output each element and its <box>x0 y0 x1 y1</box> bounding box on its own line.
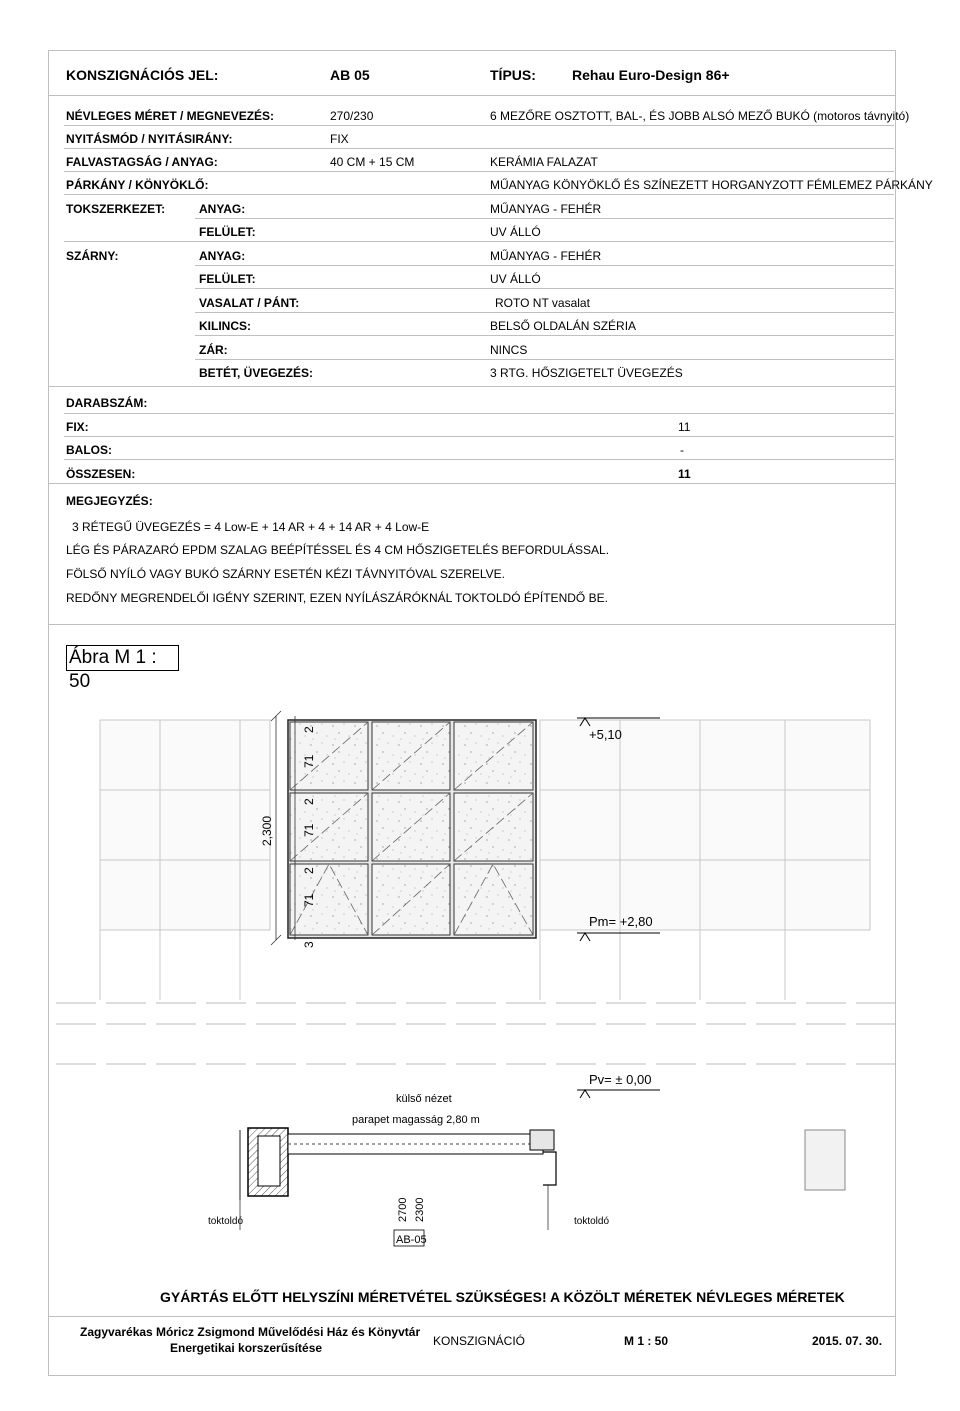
dim-71-mid: 71 <box>302 823 316 837</box>
level-pv: Pv= ± 0,00 <box>589 1072 652 1087</box>
megjegyzes-line-2: LÉG ÉS PÁRAZARÓ EPDM SZALAG BEÉPÍTÉSSEL ÉS 4 CM HŐSZIGETELÉS BEFORDULÁSSAL. <box>66 543 610 557</box>
dim-2300: 2300 <box>414 1197 426 1222</box>
sz-anyag-label: ANYAG: <box>199 249 246 263</box>
nevleges-label: NÉVLEGES MÉRET / MEGNEVEZÉS: <box>66 109 275 123</box>
fix-label: FIX: <box>66 420 89 434</box>
zar-label: ZÁR: <box>199 343 228 357</box>
level-pm: Pm= +2,80 <box>589 914 653 929</box>
sz-anyag-value: MŰANYAG - FEHÉR <box>490 249 602 263</box>
parapet-label: parapet magasság 2,80 m <box>352 1114 480 1126</box>
dim-71-bottom: 71 <box>302 893 316 907</box>
nevleges-desc: 6 MEZŐRE OSZTOTT, BAL-, ÉS JOBB ALSÓ MEZŐ BUKÓ (motoros távnyitó) <box>490 109 910 123</box>
figure-scale-label: Ábra M 1 : 50 <box>66 645 179 671</box>
dim-total: 2,300 <box>260 815 274 846</box>
parkany-desc: MŰANYAG KÖNYÖKLŐ ÉS SZÍNEZETT HORGANYZOTT FÉMLEMEZ PÁRKÁNY <box>490 178 933 192</box>
zar-value: NINCS <box>490 343 528 357</box>
dim-3: 3 <box>302 941 316 948</box>
kilincs-value: BELSŐ OLDALÁN SZÉRIA <box>490 319 637 333</box>
nyitasmod-value: FIX <box>330 132 349 146</box>
window-tag: AB-05 <box>396 1234 427 1246</box>
project-line-2: Energetikai korszerűsítése <box>170 1341 323 1355</box>
kilincs-label: KILINCS: <box>199 319 251 333</box>
megjegyzes-line-1: 3 RÉTEGŰ ÜVEGEZÉS = 4 Low-E + 14 AR + 4 + 14 AR + 4 Low-E <box>72 520 430 534</box>
nyitasmod-label: NYITÁSMÓD / NYITÁSIRÁNY: <box>66 132 233 146</box>
dim-71-top: 71 <box>302 754 316 768</box>
dim-2-mid: 2 <box>302 798 316 805</box>
falvastag-label: FALVASTAGSÁG / ANYAG: <box>66 155 218 169</box>
osszesen-count: 11 <box>678 467 691 481</box>
szarny-label: SZÁRNY: <box>66 249 119 263</box>
tipus-label: TÍPUS: <box>490 67 536 83</box>
doc-type: KONSZIGNÁCIÓ <box>433 1334 526 1348</box>
balos-label: BALOS: <box>66 443 112 457</box>
window-elevation <box>288 720 536 938</box>
section-view <box>240 1128 845 1230</box>
footer-divider <box>48 1316 896 1317</box>
konszignacios-jel-label: KONSZIGNÁCIÓS JEL: <box>66 67 219 83</box>
balos-count: - <box>680 443 684 457</box>
kulso-nezet-label: külső nézet <box>396 1093 452 1105</box>
tok-felulet-value: UV ÁLLÓ <box>490 225 541 239</box>
osszesen-label: ÖSSZESEN: <box>66 467 136 481</box>
tok-felulet-label: FELÜLET: <box>199 225 256 239</box>
betet-value: 3 RTG. HŐSZIGETELT ÜVEGEZÉS <box>490 366 683 380</box>
darabszam-label: DARABSZÁM: <box>66 396 148 410</box>
megjegyzes-label: MEGJEGYZÉS: <box>66 494 153 508</box>
tok-anyag-value: MŰANYAG - FEHÉR <box>490 202 602 216</box>
falvastag-value: 40 CM + 15 CM <box>330 155 415 169</box>
falvastag-desc: KERÁMIA FALAZAT <box>490 155 598 169</box>
scale: M 1 : 50 <box>624 1334 669 1348</box>
wall-grid-left <box>100 720 270 1000</box>
tipus-value: Rehau Euro-Design 86+ <box>572 67 730 83</box>
ground-lines <box>56 1003 905 1064</box>
parkany-label: PÁRKÁNY / KÖNYÖKLŐ: <box>66 178 209 192</box>
date: 2015. 07. 30. <box>812 1334 883 1348</box>
tok-anyag-label: ANYAG: <box>199 202 246 216</box>
vasalat-label: VASALAT / PÁNT: <box>199 296 300 310</box>
betet-label: BETÉT, ÜVEGEZÉS: <box>199 366 314 380</box>
wall-grid-right <box>540 720 870 1000</box>
sz-felulet-label: FELÜLET: <box>199 272 256 286</box>
vasalat-value: ROTO NT vasalat <box>495 296 590 310</box>
tokszerkezet-label: TOKSZERKEZET: <box>66 202 166 216</box>
level-top: +5,10 <box>589 727 622 742</box>
dim-2700: 2700 <box>397 1197 409 1222</box>
project-line-1: Zagyvarékas Móricz Zsigmond Művelődési Ház és Könyvtár <box>80 1325 421 1339</box>
megjegyzes-line-3: FÖLSŐ NYÍLÓ VAGY BUKÓ SZÁRNY ESETÉN KÉZI TÁVNYITÓVAL SZERELVE. <box>66 567 506 581</box>
dim-2-bottom: 2 <box>302 867 316 874</box>
sz-felulet-value: UV ÁLLÓ <box>490 272 541 286</box>
fix-count: 11 <box>678 420 691 434</box>
warning-text: GYÁRTÁS ELŐTT HELYSZÍNI MÉRETVÉTEL SZÜKSÉGES! A KÖZÖLT MÉRETEK NÉVLEGES MÉRETEK <box>160 1289 845 1305</box>
nevleges-value: 270/230 <box>330 109 374 123</box>
toktoldo-left: toktoldó <box>208 1216 244 1227</box>
toktoldo-right: toktoldó <box>574 1216 610 1227</box>
dim-2-top: 2 <box>302 726 316 733</box>
konszignacios-jel-value: AB 05 <box>330 67 370 83</box>
megjegyzes-line-4: REDŐNY MEGRENDELŐI IGÉNY SZERINT, EZEN NYÍLÁSZÁRÓKNÁL TOKTOLDÓ ÉPÍTENDŐ BE. <box>66 591 608 605</box>
